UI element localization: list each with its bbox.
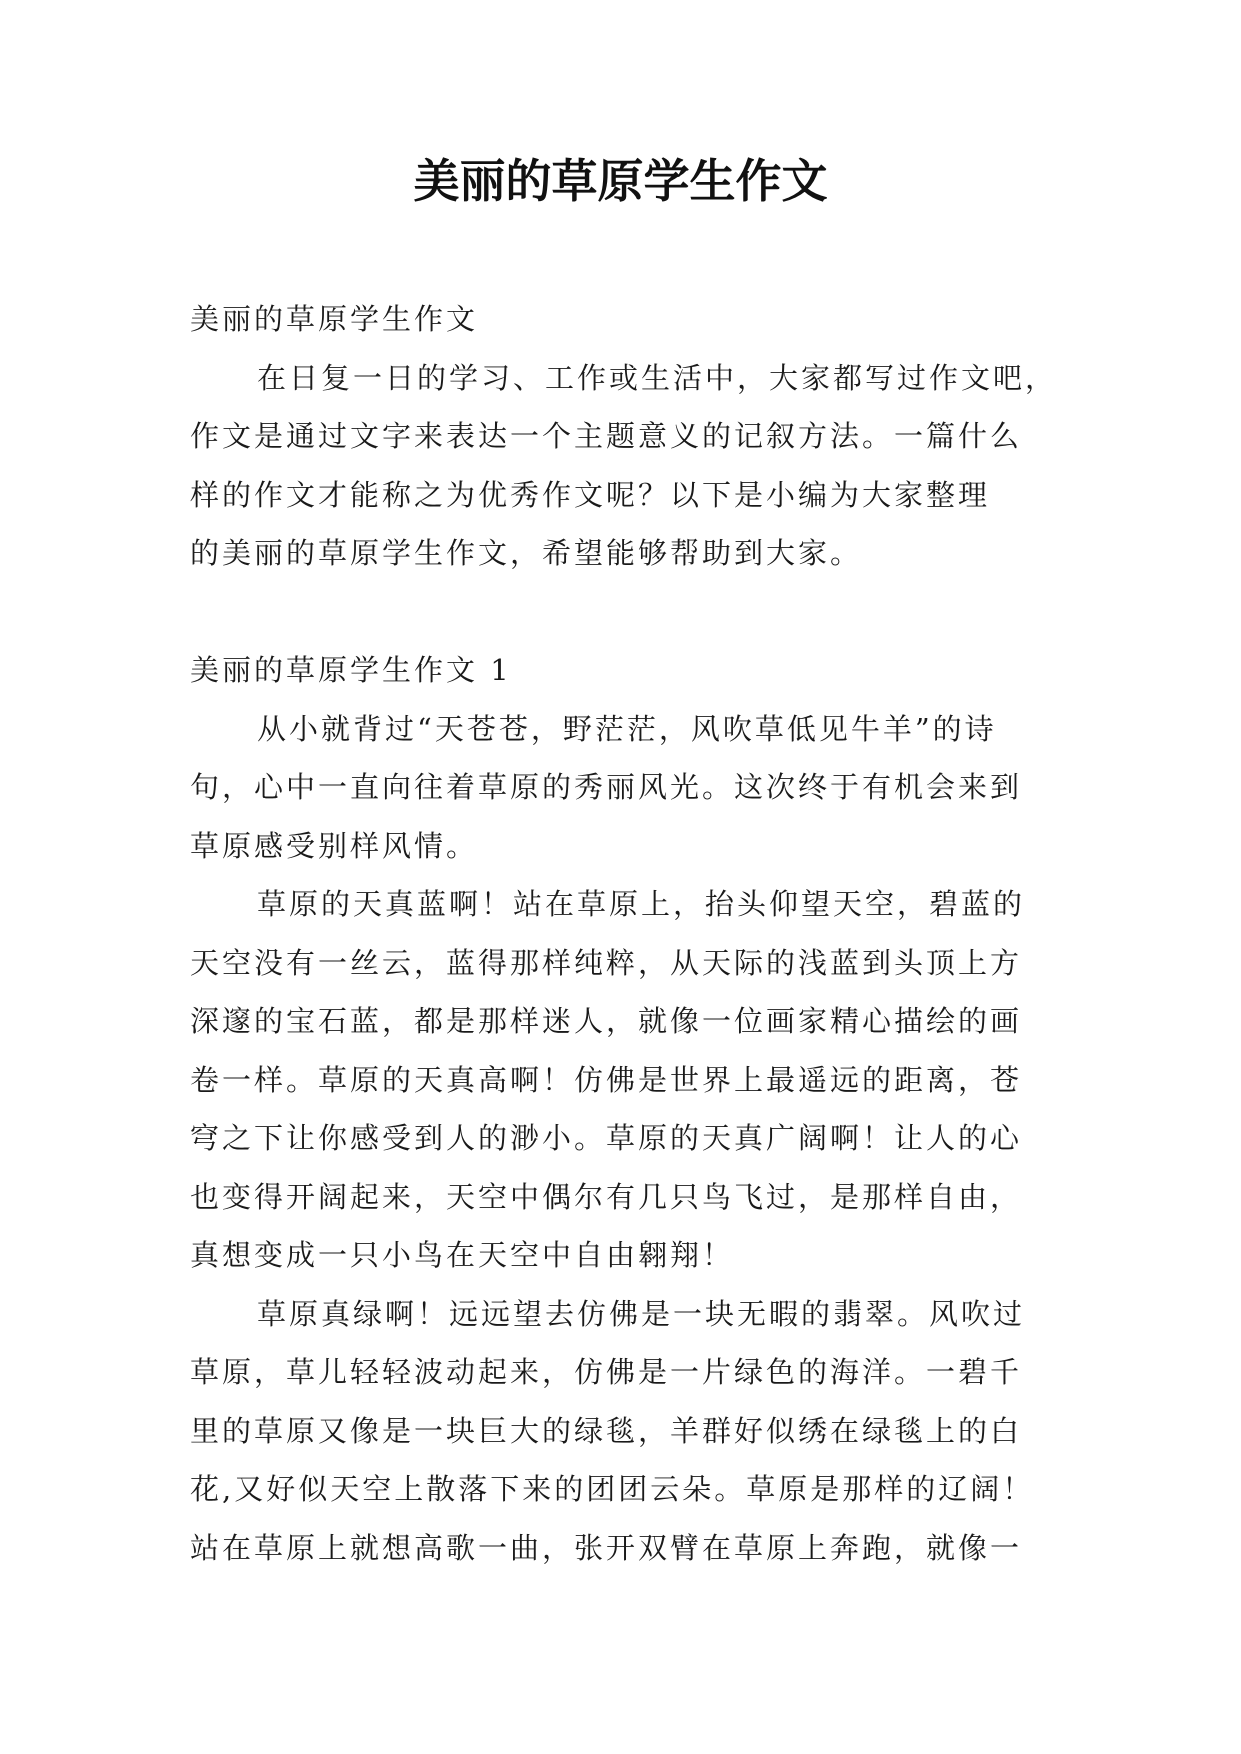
text-line: 深邃的宝石蓝，都是那样迷人，就像一位画家精心描绘的画 [190, 1004, 1023, 1038]
text-line: 站在草原上就想高歌一曲，张开双臂在草原上奔跑，就像一 [190, 1530, 1023, 1565]
text-line: 美丽的草原学生作文 [190, 302, 479, 336]
document-title: 美丽的草原学生作文 [413, 154, 828, 208]
text-line: 作文是通过文字来表达一个主题意义的记叙方法。一篇什么 [190, 419, 1023, 453]
paragraph-gap [190, 583, 1070, 642]
document-body [190, 290, 1070, 1577]
text-line: 在日复一日的学习、工作或生活中，大家都写过作文吧， [257, 360, 1058, 395]
text-line: 真想变成一只小鸟在天空中自由翱翔！ [190, 1238, 735, 1272]
text-line: 草原感受别样风情。 [190, 828, 479, 863]
text-line: 的美丽的草原学生作文，希望能够帮助到大家。 [190, 536, 863, 570]
text-line: 卷一样。草原的天真高啊！仿佛是世界上最遥远的距离，苍 [190, 1062, 1023, 1097]
text-line: 穹之下让你感受到人的渺小。草原的天真广阔啊！让人的心 [190, 1121, 1023, 1155]
text-line: 样的作文才能称之为优秀作文呢？以下是小编为大家整理 [190, 477, 991, 512]
text-line: 也变得开阔起来，天空中偶尔有几只鸟飞过，是那样自由， [190, 1179, 1023, 1214]
text-line: 草原，草儿轻轻波动起来，仿佛是一片绿色的海洋。一碧千 [190, 1355, 1023, 1389]
text-line: 草原真绿啊！远远望去仿佛是一块无暇的翡翠。风吹过 [257, 1296, 1026, 1331]
text-line: 里的草原又像是一块巨大的绿毯，羊群好似绣在绿毯上的白 [190, 1413, 1023, 1448]
text-line: 句，心中一直向往着草原的秀丽风光。这次终于有机会来到 [190, 770, 1023, 804]
text-line: 花,又好似天空上散落下来的团团云朵。草原是那样的辽阔！ [190, 1472, 1035, 1506]
text-line: 美丽的草原学生作文 1 [190, 653, 512, 687]
text-line: 天空没有一丝云，蓝得那样纯粹，从天际的浅蓝到头顶上方 [190, 945, 1023, 980]
text-line: 从小就背过“天苍苍，野茫茫，风吹草低见牛羊”的诗 [257, 711, 997, 746]
text-line: 草原的天真蓝啊！站在草原上，抬头仰望天空，碧蓝的 [257, 887, 1026, 921]
